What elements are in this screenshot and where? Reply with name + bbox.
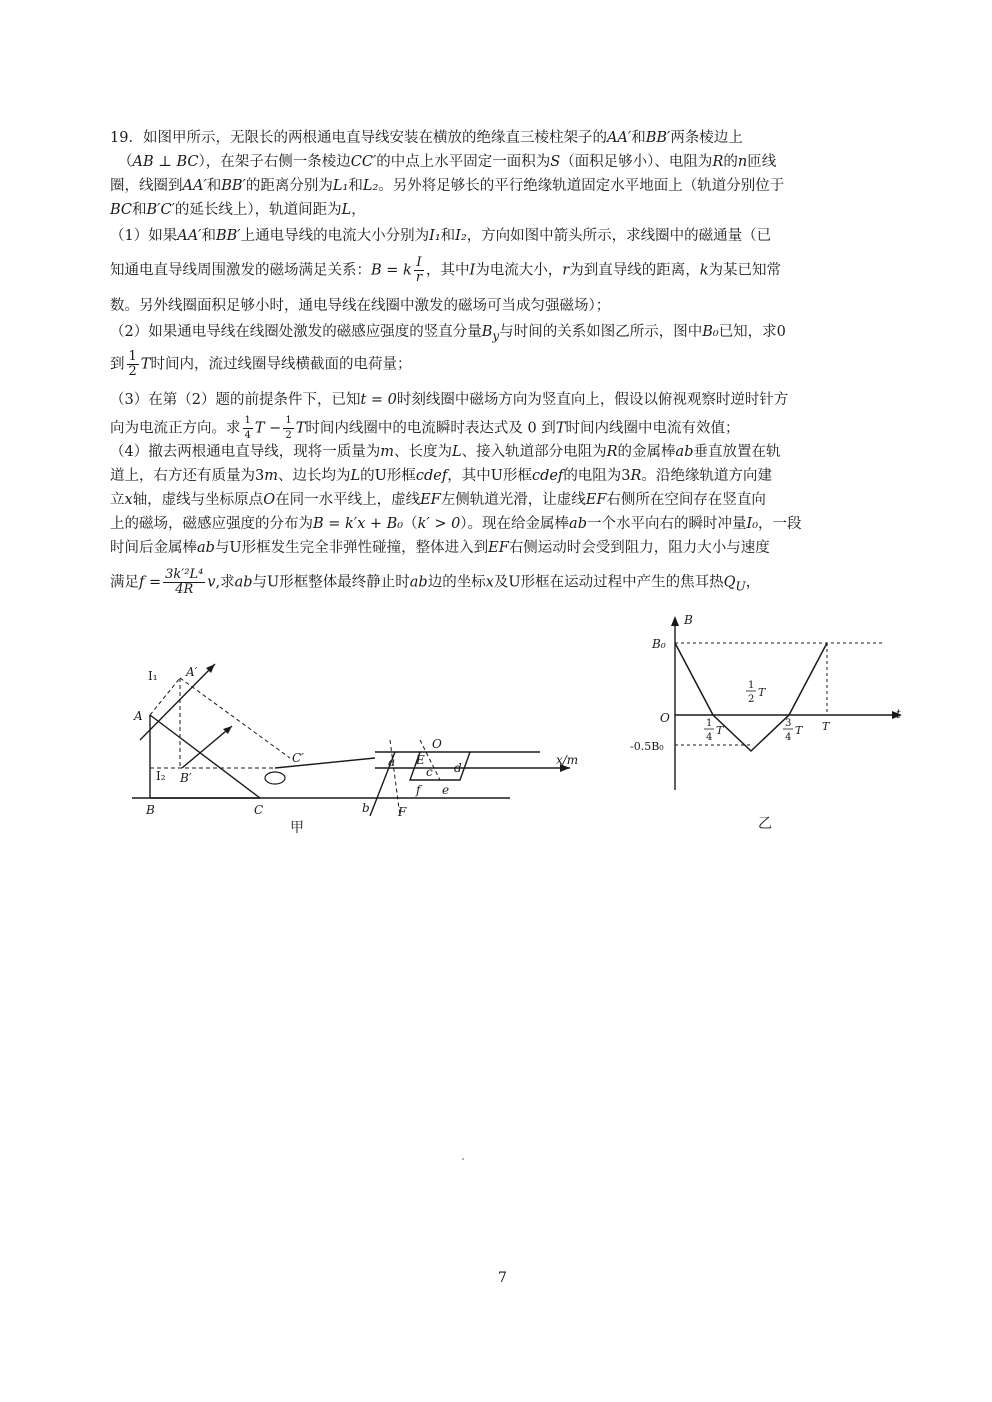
label-xm: x/m — [556, 753, 579, 767]
text-line-4: BC和B′C′的延长线上），轨道间距为L， — [110, 202, 366, 218]
speck — [462, 1158, 464, 1160]
tick-3quarter-den: 4 — [785, 732, 792, 743]
text-line-14: 立x轴，虚线与坐标原点O在同一水平线上，虚线EF左侧轨道光滑，让虚线EF右侧所在空间存在竖直向 — [110, 492, 766, 508]
wire-arrow-B — [182, 726, 232, 768]
label-F: F — [398, 805, 407, 819]
label-Bp: B′ — [180, 771, 192, 785]
tick-3quarter-num: 3 — [785, 718, 792, 729]
label-b: b — [362, 801, 370, 815]
fraction-I-over-r: $\frac{I}{r}$ — [415, 255, 423, 285]
label-A: A — [134, 709, 143, 723]
label-f: f — [416, 783, 421, 797]
edge-AC — [150, 715, 260, 798]
tick-quarter-den: 4 — [706, 732, 713, 743]
label-e: e — [442, 783, 450, 797]
label-C: C — [254, 803, 264, 817]
text-line-8: （2）如果通电导线在线圈处激发的磁感应强度的竖直分量$B_y$与时间的关系如图乙所示，图中B₀已知，求0 — [110, 324, 786, 343]
text-line-15: 上的磁场，磁感应强度的分布为B = k′x + B₀（k′ > 0）。现在给金属棒ab一个水平向右的瞬时冲量I₀，一段 — [110, 516, 802, 532]
text-line-17: 满足f = $\frac{\text{3k′²L⁴}}{4R}$ v,求ab与U形框整体最终静止时ab边的坐标x及U形框在运动过程中产生的焦耳热$Q_U$， — [110, 567, 761, 597]
caption-jia: 甲 — [290, 820, 304, 836]
rail-top-left — [275, 758, 375, 768]
tick-half-T: T — [758, 686, 766, 699]
label-Ap: A′ — [186, 665, 198, 679]
fraction-resistance: $\frac{\text{3k′²L⁴}}{4R}$ — [165, 567, 204, 597]
fraction-half: $\frac{1}{2}$ — [285, 415, 292, 441]
text-line-2: （AB ⊥ BC），在架子右侧一条棱边CC′的中点上水平固定一面积为S（面积足够小）、电阻为R的n匝线 — [118, 154, 777, 170]
label-O: O — [432, 737, 442, 751]
tick-3quarter-T: T — [795, 724, 803, 737]
text-line-10: （3）在第（2）题的前提条件下，已知t = 0时刻线圈中磁场方向为竖直向上，假设以俯视观察时逆时针方 — [110, 392, 789, 408]
tick-half-den: 2 — [748, 694, 755, 705]
tick-quarter-T: T — [716, 724, 724, 737]
text-line-16: 时间后金属棒ab与U形框发生完全非弹性碰撞，整体进入到EF右侧运动时会受到阻力，阻力大小与速度 — [110, 540, 770, 556]
caption-yi: 乙 — [758, 816, 772, 832]
page-number: 7 — [498, 1270, 507, 1286]
text-line-5: （1）如果AA′和BB′上通电导线的电流大小分别为I₁和I₂，方向如图中箭头所示，求线圈中的磁通量（已 — [110, 228, 772, 244]
tick-B0: B₀ — [652, 637, 666, 651]
text-line-11: 向为电流正方向。求 $\frac{1}{4}$ T − $\frac{1}{2}$ T时间内线圈中的电流瞬时表达式及 0 到T时间内线圈中电流有效值； — [110, 415, 740, 441]
label-c: c — [426, 765, 433, 779]
text-line-7: 数。另外线圈面积足够小时，通电导线在线圈中激发的磁场可当成匀强磁场）； — [110, 298, 611, 314]
label-a: a — [388, 755, 396, 769]
label-E: E — [416, 753, 425, 767]
text-line-9: 到 $\frac{1}{2}$ T时间内，流过线圈导线横截面的电荷量； — [110, 349, 412, 379]
axis-label-B: B — [684, 613, 693, 627]
text-line-12: （4）撤去两根通电直导线，现将一质量为m、长度为L、接入轨道部分电阻为R的金属棒ab垂直放置在轨 — [110, 444, 781, 460]
fraction-one-half: $\frac{1}{2}$ — [128, 349, 137, 379]
tick-T: T — [822, 720, 830, 733]
coil-icon — [265, 772, 285, 784]
tick-half-num: 1 — [748, 680, 755, 691]
text-line-6: 知通电直导线周围激发的磁场满足关系：B = k $\frac{I}{r}$ ，其中I为电流大小，r为到直导线的距离，k为某已知常 — [110, 255, 781, 285]
axis-label-t: t — [896, 707, 901, 721]
label-Cp: C′ — [292, 751, 304, 765]
label-I1: I₁ — [148, 669, 158, 683]
text-line-13: 道上，右方还有质量为3m、边长均为L的U形框cdef，其中U形框cdef的电阻为3R。沿绝缘轨道方向建 — [110, 468, 772, 484]
label-d: d — [454, 761, 462, 775]
tick-O: O — [660, 711, 670, 725]
fraction-quarter: $\frac{1}{4}$ — [244, 415, 251, 441]
label-I2: I₂ — [156, 769, 166, 783]
text-line-1: 19．如图甲所示，无限长的两根通电直导线安装在横放的绝缘直三棱柱架子的AA′和BB′两条棱边上 — [110, 130, 743, 146]
figure-jia — [120, 640, 600, 840]
tick-quarter-num: 1 — [706, 718, 713, 729]
tick-neg-half-B0: -0.5B₀ — [630, 740, 664, 753]
text-line-3: 圈，线圈到AA′和BB′的距离分别为L₁和L₂。另外将足够长的平行绝缘轨道固定水平地面上（轨道分别位于 — [110, 178, 785, 194]
figure-yi — [630, 610, 910, 840]
label-B: B — [146, 803, 155, 817]
